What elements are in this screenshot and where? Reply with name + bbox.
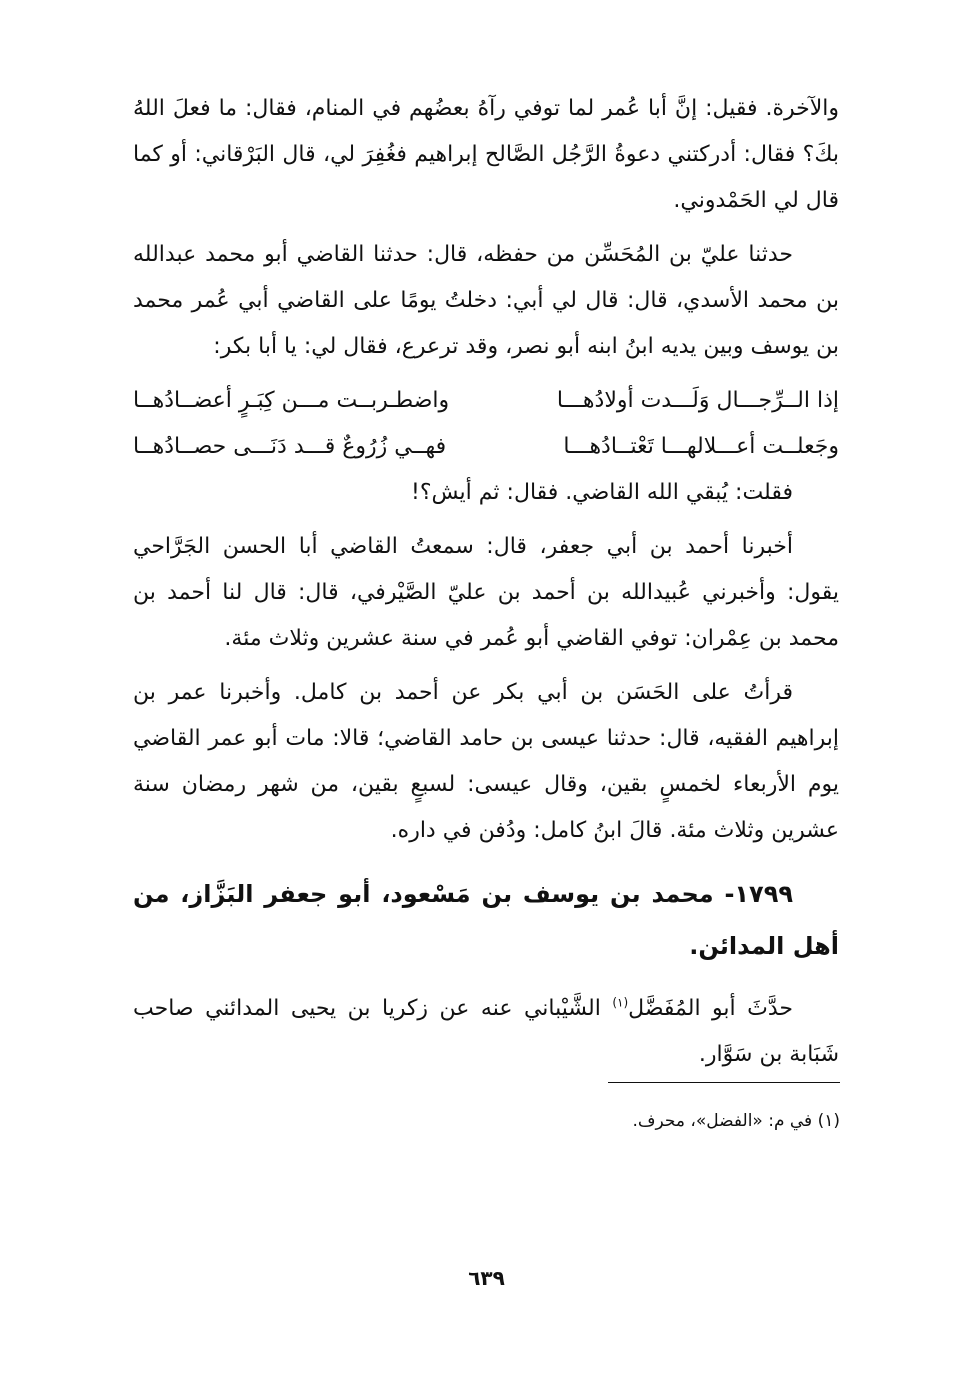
verse-2-first-hemistich: وجَعلــت أعـــلالهـــا تَعْتــادُهـــا: [563, 434, 839, 459]
footnote-rule: [608, 1082, 840, 1083]
paragraph-5-start: حدَّثَ أبو المُفَضَّل: [628, 996, 793, 1021]
paragraph-2: حدثنا عليّ بن المُحَسِّن من حفظه، قال: حدثنا القاضي أبو محمد عبدالله بن محمد الأسدي، قال: قال لي أبي: دخلتُ يومًا على القاضي أبي عُمر محمد بن يوسف وبين يديه ابنُ ابنه أبو نصر، وقد ترعرع، فقال لي: يا أبا بكر:: [133, 242, 839, 359]
verse-2-second-hemistich: فهــي زُرُوعٌ قـــد دَنَـــى حصــادُهــا: [133, 434, 447, 459]
paragraph-3: أخبرنا أحمد بن أبي جعفر، قال: سمعتُ القاضي أبا الحسن الجَرَّاحي يقول: وأخبرني عُبيدالله بن أحمد بن عليّ الصَّيْرفي، قال: قال لنا أحمد بن محمد بن عِمْران: توفي القاضي أبو عُمر في سنة عشرين وثلاث مئة.: [133, 534, 839, 651]
verse-1-first-hemistich: إذا الــرِّجـــال وَلَـــدت أولادُهـــا: [556, 388, 839, 413]
footnote: (١) في م: «الفضل»، محرف.: [632, 1111, 840, 1131]
verse-line-1: [133, 378, 839, 424]
paragraph-5-end: الشَّيْباني عنه عن زكريا بن يحيى المدائني صاحب شَبَابة بن سَوَّار.: [133, 996, 839, 1067]
paragraph-4: قرأتُ على الحَسَن بن أبي بكر عن أحمد بن كامل. وأخبرنا عمر بن إبراهيم الفقيه، قال: حدثنا عيسى بن حامد القاضي؛ قالا: مات أبو عمر القاضي يوم الأربعاء لخمسٍ بقين، وقال عيسى: لسبعٍ بقين، من شهر رمضان سنة عشرين وثلاث مئة. قالَ ابنُ كامل: ودُفن في داره.: [133, 680, 839, 843]
footnote-marker: (١): [612, 995, 629, 1010]
entry-heading: ١٧٩٩- محمد بن يوسف بن مَسْعود، أبو جعفر البَزَّاز، من أهل المدائن.: [133, 880, 839, 960]
main-text: [133, 86, 839, 1086]
verse-1-second-hemistich: واضطـربــت مـــن كِبَـرٍ أعضــادُهــا: [133, 388, 450, 413]
verse-line-2: [133, 424, 839, 470]
paragraph-5: [133, 986, 839, 1078]
paragraph-1: والآخرة. فقيل: إنَّ أبا عُمر لما توفي رآهُ بعضُهم في المنام، فقال: ما فعلَ اللهُ بكَ؟ فقال: أدركتني دعوةُ الرَّجُل الصَّالح إبراهيم فغُفِرَ لي، قال البَرْقاني: أو كما قال لي الحَمْدوني.: [133, 96, 839, 213]
paragraph-after-verse: فقلت: يُبقي الله القاضي. فقال: ثم أيش؟!: [411, 480, 793, 505]
page-number: ٦٣٩: [468, 1266, 505, 1290]
